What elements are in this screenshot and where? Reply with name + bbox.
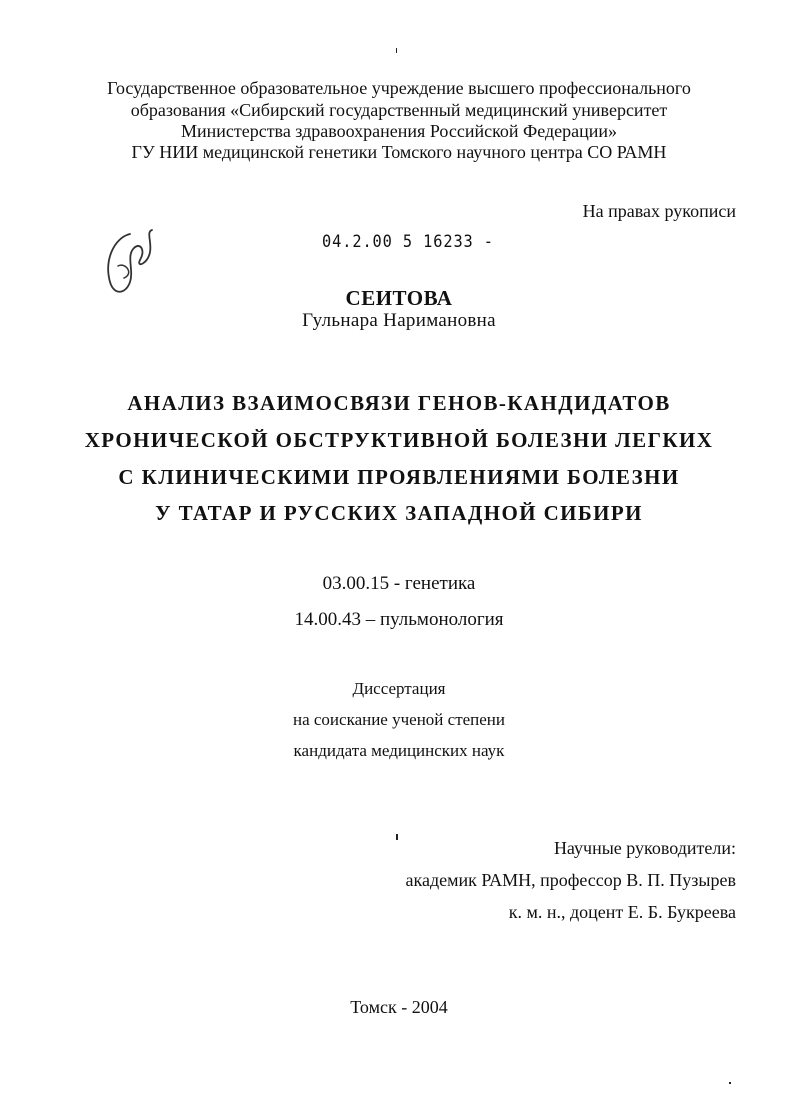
specialty-pulmonology: 14.00.43 – пульмонология — [294, 609, 504, 630]
header-line-4: ГУ НИИ медицинской генетики Томского научного центра СО РАМН — [131, 142, 667, 162]
supervisor-2: к. м. н., доцент Е. Б. Букреева — [508, 902, 736, 922]
degree-purpose: на соискание ученой степени — [292, 710, 506, 729]
header-line-3: Министерства здравоохранения Российской Федерации» — [180, 121, 618, 141]
dissertation-label: Диссертация — [352, 679, 446, 698]
author-given-names: Гульнара Наримановна — [302, 310, 496, 331]
scan-mark-bottom — [729, 1082, 731, 1084]
scan-mark-top — [396, 48, 397, 53]
title-line-3: С КЛИНИЧЕСКИМИ ПРОЯВЛЕНИЯМИ БОЛЕЗНИ — [118, 465, 680, 489]
header-line-1: Государственное образовательное учреждение высшего профессионального — [107, 78, 691, 98]
scan-mark-middle — [396, 834, 398, 840]
title-line-1: АНАЛИЗ ВЗАИМОСВЯЗИ ГЕНОВ-КАНДИДАТОВ — [127, 391, 671, 415]
specialty-genetics: 03.00.15 - генетика — [322, 573, 476, 594]
supervisor-1: академик РАМН, профессор В. П. Пузырев — [405, 870, 736, 890]
header-line-2: образования «Сибирский государственный медицинский университет — [130, 100, 668, 120]
supervisors-heading: Научные руководители: — [553, 838, 736, 858]
registration-number: 04.2.00 5 16233 - — [322, 232, 494, 252]
degree-name: кандидата медицинских наук — [293, 741, 505, 760]
city-year: Томск - 2004 — [350, 997, 448, 1017]
author-surname: СЕИТОВА — [345, 286, 453, 310]
title-line-2: ХРОНИЧЕСКОЙ ОБСТРУКТИВНОЙ БОЛЕЗНИ ЛЕГКИХ — [84, 428, 714, 452]
manuscript-rights-note: На правах рукописи — [582, 201, 736, 221]
title-line-4: У ТАТАР И РУССКИХ ЗАПАДНОЙ СИБИРИ — [155, 501, 643, 525]
